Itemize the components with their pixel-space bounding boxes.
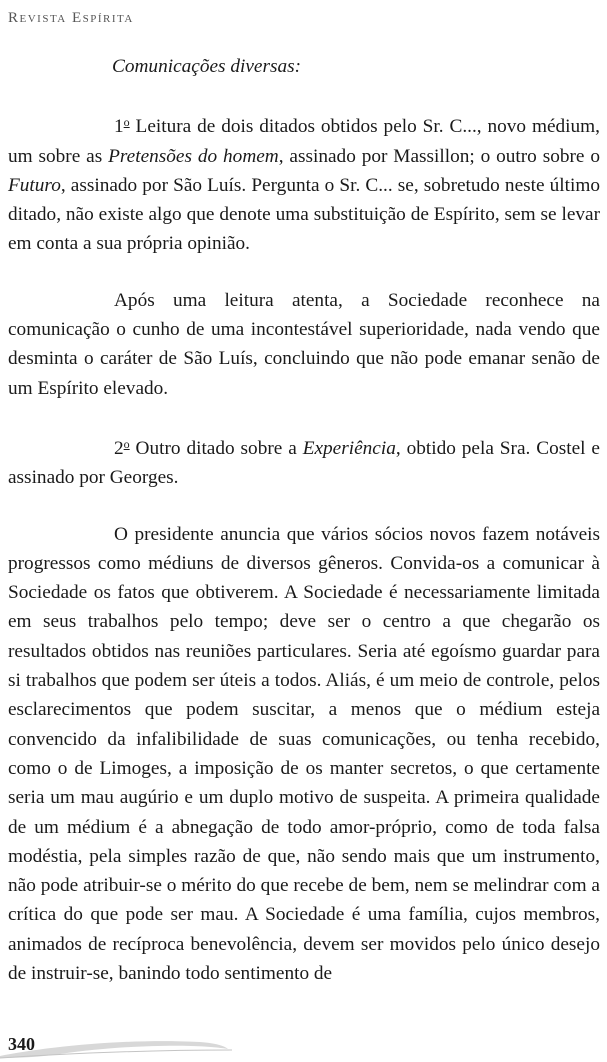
paragraph-3-text-a: Outro ditado sobre a — [129, 437, 303, 459]
paragraph-1-text-a: Leitura de dois ditados obtidos pelo Sr. C..., novo médium, um sobre as — [8, 116, 600, 167]
page-number-swoosh-decoration — [0, 1030, 240, 1060]
paragraph-1-text-b: , assinado por Massillon; o outro sobre o — [278, 145, 600, 167]
paragraph-4: O presidente anuncia que vários sócios novos fazem notáveis progressos como médiuns de diversos gêneros. Convida-os a comunicar à Sociedade os fatos que obtiverem. A Sociedade é necessariamente limitada em seus trabalhos pelo tempo; deve ser o centro a que chegarão os resultados obtidos nas reuniões particulares. Seria até egoísmo guardar para si trabalhos que podem ser úteis a todos. Aliás, é um meio de controle, pelos esclarecimentos que podem suscitar, a menos que o médium esteja convencido da infalibilidade de suas comunicações, ou tenha recebido, como o de Limoges, a imposição de os manter secretos, o que certamente seria um mau augúrio e um duplo motivo de suspeita. A primeira qualidade de um médium é a abnegação de todo amor-próprio, como de toda falsa modéstia, pela simples razão de que, não sendo mais que um instrumento, não pode atribuir-se o mérito do que recebe de bem, nem se melindrar com a crítica do que pode ser mau. A Sociedade é uma família, cujos membros, animados de recíproca benevolência, devem ser movidos pelo único desejo de instruir-se, banindo todo sentimento de — [8, 523, 600, 985]
paragraph-1-text-c: , assinado por São Luís. Pergunta o Sr. C... se, sobretudo neste último ditado, não existe algo que denote uma substituição de Espírito, sem se levar em conta a sua própria opinião. — [8, 174, 600, 255]
page-body — [8, 52, 600, 988]
ordinal-mark: o — [123, 115, 130, 130]
paragraph-1 — [8, 108, 600, 258]
work-title-experiencia: Experiência — [302, 437, 396, 459]
paragraph-3-text-b: , obtido pela Sra. Costel e assinado por Georges. — [8, 437, 600, 489]
paragraph-3 — [8, 430, 600, 493]
page-number: 340 — [8, 1034, 35, 1054]
paragraph-2: Após uma leitura atenta, a Sociedade reconhece na comunicação o cunho de uma incontestável superioridade, nada vendo que desminta o caráter de São Luís, concluindo que não pode emanar senão de um Espírito elevado. — [8, 289, 600, 399]
item-number: 1 — [114, 116, 124, 138]
item-number: 2 — [114, 437, 124, 459]
work-title-pretensoes: Pretensões do homem — [108, 145, 279, 167]
ordinal-mark: o — [123, 436, 130, 451]
work-title-futuro: Futuro — [8, 174, 61, 196]
section-subtitle: Comunicações diversas: — [112, 56, 302, 77]
running-header: Revista Espírita — [8, 10, 134, 26]
